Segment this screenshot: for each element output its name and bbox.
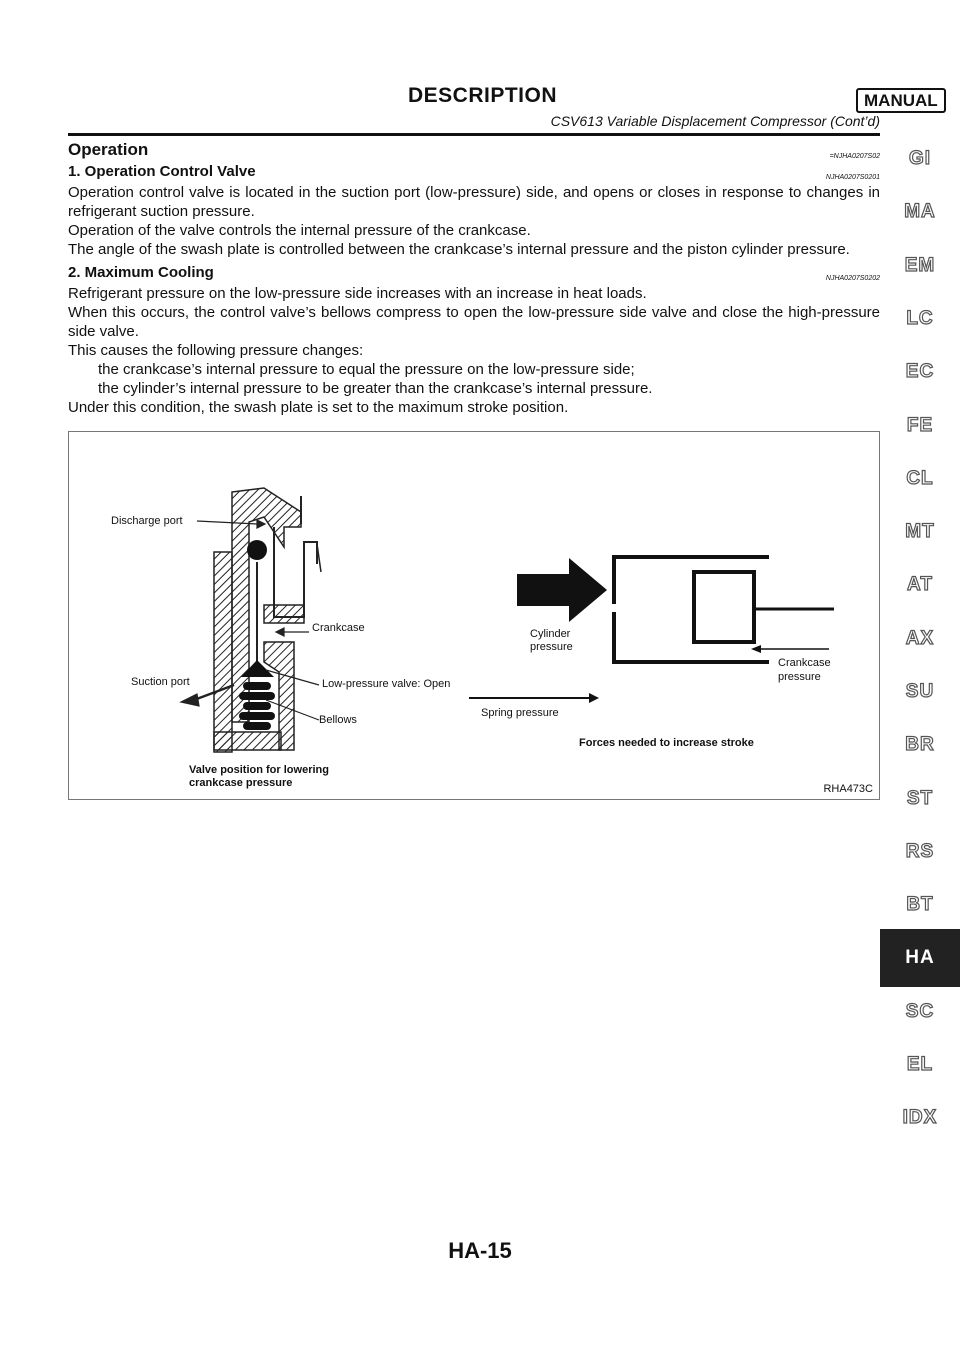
indented-line: the crankcase’s internal pressure to equal the pressure on the low-pressure side;: [98, 361, 635, 378]
section-tab-st[interactable]: ST: [906, 787, 934, 809]
section-tab-ax[interactable]: AX: [905, 627, 935, 649]
section-tab-fe[interactable]: FE: [906, 414, 934, 436]
subsection-title-2: 2. Maximum Cooling: [68, 264, 214, 281]
subsection-title-1: 1. Operation Control Valve: [68, 163, 256, 180]
section-tab-cl[interactable]: CL: [906, 467, 934, 489]
figure-code: RHA473C: [823, 783, 873, 795]
page-content: [68, 140, 880, 417]
label-crankcase-pressure-line1: Crankcase: [778, 657, 831, 669]
page-title: DESCRIPTION: [408, 84, 558, 107]
section-tab-el[interactable]: EL: [906, 1054, 934, 1076]
section-tab-gi[interactable]: GI: [908, 148, 932, 169]
label-cylinder-pressure-line1: Cylinder: [530, 628, 571, 640]
label-crankcase-pressure-line2: pressure: [778, 671, 821, 683]
header-divider: [68, 133, 880, 136]
section-tab-at[interactable]: AT: [907, 574, 933, 596]
label-low-pressure-valve: Low-pressure valve: Open: [322, 678, 451, 690]
subsection-ref-2: NJHA0207S0202: [825, 275, 880, 282]
manual-badge: MANUAL: [856, 88, 946, 113]
section-tab-idx[interactable]: IDX: [902, 1107, 938, 1129]
page-number: HA-15: [448, 1238, 512, 1263]
label-bellows: Bellows: [319, 714, 357, 726]
label-spring-pressure: Spring pressure: [481, 707, 559, 719]
valve-diagram: [69, 432, 879, 799]
section-tab-ma[interactable]: MA: [904, 201, 936, 223]
section-tab-ec[interactable]: EC: [905, 361, 935, 383]
subsection-ref-1: NJHA0207S0201: [825, 174, 880, 181]
caption-left-line1: Valve position for lowering: [189, 764, 329, 776]
section-ref: =NJHA0207S02: [829, 153, 880, 160]
section-tab-sc[interactable]: SC: [905, 1000, 935, 1022]
label-crankcase: Crankcase: [312, 622, 365, 634]
label-discharge-port: Discharge port: [111, 515, 183, 527]
section-tab-mt[interactable]: MT: [905, 521, 935, 543]
paragraph: When this occurs, the control valve’s bellows compress to open the low-pressure side valve and close the high-pressure side valve.: [68, 304, 880, 340]
paragraph: Operation of the valve controls the internal pressure of the crankcase.: [68, 222, 531, 239]
section-tab-em[interactable]: EM: [904, 254, 936, 276]
section-tab-su[interactable]: SU: [905, 681, 935, 702]
section-tab-lc[interactable]: LC: [906, 307, 934, 329]
section-tab-br[interactable]: BR: [905, 734, 935, 756]
section-title: Operation: [68, 140, 149, 159]
paragraph: The angle of the swash plate is controlled between the crankcase’s internal pressure and the piston cylinder pressure.: [68, 241, 850, 258]
subsection-heading-1: [68, 163, 880, 183]
page-header: [68, 84, 938, 134]
section-tab-rs[interactable]: RS: [905, 840, 935, 862]
label-suction-port: Suction port: [131, 676, 190, 688]
section-heading: [68, 140, 880, 162]
caption-left-line2: crankcase pressure: [189, 777, 293, 789]
indented-line: the cylinder’s internal pressure to be greater than the crankcase’s internal pressure.: [98, 380, 653, 397]
paragraph: Operation control valve is located in the suction port (low-pressure) side, and opens or closes in response to changes in refrigerant suction pressure.: [68, 184, 880, 220]
subsection-heading-2: [68, 264, 880, 284]
paragraph: This causes the following pressure changes:: [68, 342, 364, 359]
paragraph: Under this condition, the swash plate is set to the maximum stroke position.: [68, 399, 569, 416]
valve-body: [214, 488, 321, 752]
section-tab-bt[interactable]: BT: [906, 894, 934, 916]
page-subtitle: CSV613 Variable Displacement Compressor (Cont’d): [550, 113, 880, 129]
label-cylinder-pressure-line2: pressure: [530, 641, 573, 653]
caption-right: Forces needed to increase stroke: [579, 737, 754, 749]
illustration-figure: [68, 431, 880, 800]
section-tab-ha[interactable]: HA: [880, 929, 960, 987]
paragraph: Refrigerant pressure on the low-pressure side increases with an increase in heat loads.: [68, 285, 647, 302]
